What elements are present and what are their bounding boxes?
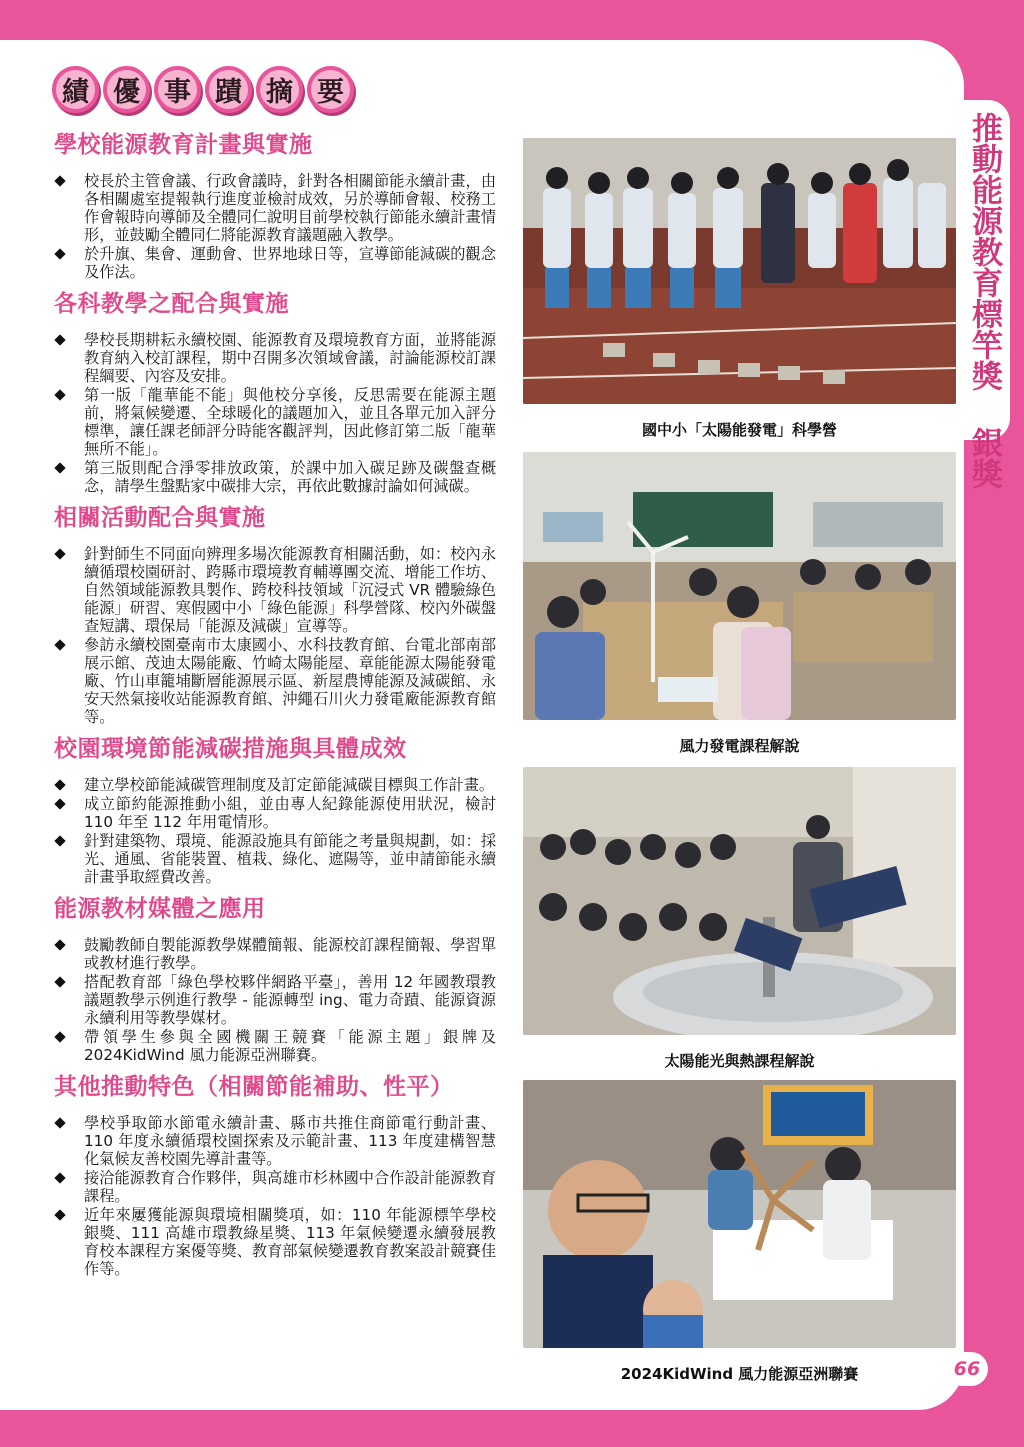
diamond-bullet-icon — [54, 976, 65, 987]
diamond-bullet-icon — [54, 548, 65, 559]
list-item — [54, 459, 496, 495]
list-item — [54, 832, 496, 886]
photo-caption: 太陽能光與熱課程解說 — [664, 1052, 815, 1070]
item-text: 針對建築物、環境、能源設施具有節能之考量與規劃，如：採光、通風、省能裝置、植栽、綠化、遮陽等，並申請節能永續計畫爭取經費改善。 — [84, 832, 496, 886]
section-list — [54, 172, 496, 281]
side-title: 推動能源教育標竿獎 銀獎 — [966, 112, 1002, 489]
item-text: 針對師生不同面向辨理多場次能源教育相關活動，如：校內永續循環校園研討、跨縣市環境教育輔導團交流、增能工作坊、自然領域能源教具製作、跨校科技領域「沉浸式 VR 體驗綠色能源」研習、寒假國中小「綠色能源」科學營隊、校內外碳盤查短講、環保局「能源及減碳」宣導等。 — [84, 545, 496, 635]
list-item — [54, 973, 496, 1027]
diamond-bullet-icon — [54, 389, 65, 400]
photo-caption: 國中小「太陽能發電」科學營 — [641, 421, 837, 439]
title-char: 摘 — [256, 66, 303, 113]
list-item — [54, 386, 496, 458]
section-title: 相關活動配合與實施 — [54, 505, 266, 531]
list-item — [54, 795, 496, 831]
diamond-bullet-icon — [54, 248, 65, 259]
item-text: 學校長期耕耘永續校園、能源教育及環境教育方面，並將能源教育納入校訂課程，期中召開多次領域會議，討論能源校訂課程綱要、內容及安排。 — [84, 331, 496, 385]
item-text: 校長於主管會議、行政會議時，針對各相關節能永續計畫，由各相關處室提報執行進度並檢討成效，另於導師會報、校務工作會報時向導師及全體同仁說明目前學校執行節能永續計畫情形，並鼓勵全體同仁將能源教育議題融入教學。 — [84, 172, 496, 244]
item-text: 近年來屢獲能源與環境相關獎項，如：110 年能源標竿學校銀獎、111 高雄市環教綠星獎、113 年氣候變遷永續發展教育校本課程方案優等獎、教育部氣候變遷教育教案設計競賽佳作等。 — [84, 1206, 496, 1278]
diamond-bullet-icon — [54, 462, 65, 473]
photo-kidwind — [523, 1080, 956, 1348]
photo-caption: 2024KidWind 風力能源亞洲聯賽 — [620, 1365, 859, 1383]
section-title: 校園環境節能減碳措施與具體成效 — [54, 736, 407, 762]
item-text: 建立學校節能減碳管理制度及訂定節能減碳目標與工作計畫。 — [84, 776, 495, 794]
item-text: 第三版則配合淨零排放政策，於課中加入碳足跡及碳盤查概念，請學生盤點家中碳排大宗，再依此數據討論如何減碳。 — [84, 459, 496, 495]
list-item — [54, 1206, 496, 1278]
item-text: 第一版「龍華能不能」與他校分享後，反思需要在能源主題前，將氣候變遷、全球暖化的議題加入，並且各單元加入評分標準，讓任課老師評分時能客觀評判，因此修訂第二版「龍華無所不能」。 — [84, 386, 496, 458]
list-item — [54, 245, 496, 281]
section-list — [54, 1114, 496, 1278]
page-number: 66 — [946, 1352, 988, 1386]
diamond-bullet-icon — [54, 798, 65, 809]
section-title: 各科教學之配合與實施 — [54, 291, 289, 317]
list-item — [54, 545, 496, 635]
diamond-bullet-icon — [54, 1117, 65, 1128]
section-list — [54, 936, 496, 1064]
list-item — [54, 331, 496, 385]
list-item — [54, 936, 496, 972]
list-item — [54, 1028, 496, 1064]
list-item — [54, 1169, 496, 1205]
item-text: 鼓勵教師自製能源教學媒體簡報、能源校訂課程簡報、學習單或教材進行教學。 — [84, 936, 496, 972]
photo-solar-camp — [523, 138, 956, 404]
title-char: 事 — [154, 66, 201, 113]
title-char: 蹟 — [205, 66, 252, 113]
section-title: 學校能源教育計畫與實施 — [54, 132, 313, 158]
photo-wind-class — [523, 452, 956, 720]
item-text: 參訪永續校園臺南市太康國小、水科技教育館、台電北部南部展示館、茂迪太陽能廠、竹崎太陽能屋、章能能源太陽能發電廠、竹山車籠埔斷層能源展示區、新屋農博能源及減碳館、永安天然氣接收站能源教育館、沖繩石川火力發電廠能源教育館等。 — [84, 636, 496, 726]
photo-caption: 風力發電課程解說 — [679, 737, 800, 755]
diamond-bullet-icon — [54, 779, 65, 790]
item-text: 搭配教育部「綠色學校夥伴網路平臺」，善用 12 年國教環教議題教學示例進行教學 - 能源轉型 ing、電力奇蹟、能源資源永續利用等教學媒材。 — [84, 973, 496, 1027]
item-text: 成立節約能源推動小組，並由專人紀錄能源使用狀況，檢討 110 年至 112 年用電情形。 — [84, 795, 496, 831]
diamond-bullet-icon — [54, 175, 65, 186]
item-text: 於升旗、集會、運動會、世界地球日等，宣導節能減碳的觀念及作法。 — [84, 245, 496, 281]
section-list — [54, 331, 496, 495]
section-list — [54, 545, 496, 726]
item-text: 帶領學生參與全國機關王競賽「能源主題」銀牌及 2024KidWind 風力能源亞洲聯賽。 — [84, 1028, 496, 1064]
title-char: 要 — [307, 66, 354, 113]
list-item — [54, 1114, 496, 1168]
list-item — [54, 636, 496, 726]
diamond-bullet-icon — [54, 939, 65, 950]
diamond-bullet-icon — [54, 1172, 65, 1183]
diamond-bullet-icon — [54, 1031, 65, 1042]
section-list — [54, 776, 496, 886]
diamond-bullet-icon — [54, 639, 65, 650]
section-title: 其他推動特色（相關節能補助、性平） — [54, 1074, 454, 1100]
section-title: 能源教材媒體之應用 — [54, 896, 266, 922]
photo-solar-heat — [523, 767, 956, 1035]
item-text: 接洽能源教育合作夥伴，與高雄市杉林國中合作設計能源教育課程。 — [84, 1169, 496, 1205]
content-column — [54, 130, 496, 1284]
list-item — [54, 172, 496, 244]
diamond-bullet-icon — [54, 1209, 65, 1220]
title-char: 績 — [52, 66, 99, 113]
page-title — [52, 66, 354, 113]
list-item — [54, 776, 496, 794]
diamond-bullet-icon — [54, 334, 65, 345]
item-text: 學校爭取節水節電永續計畫、縣市共推住商節電行動計畫、110 年度永續循環校園探索及示範計畫、113 年度建構智慧化氣候友善校園先導計畫等。 — [84, 1114, 496, 1168]
diamond-bullet-icon — [54, 835, 65, 846]
title-char: 優 — [103, 66, 150, 113]
